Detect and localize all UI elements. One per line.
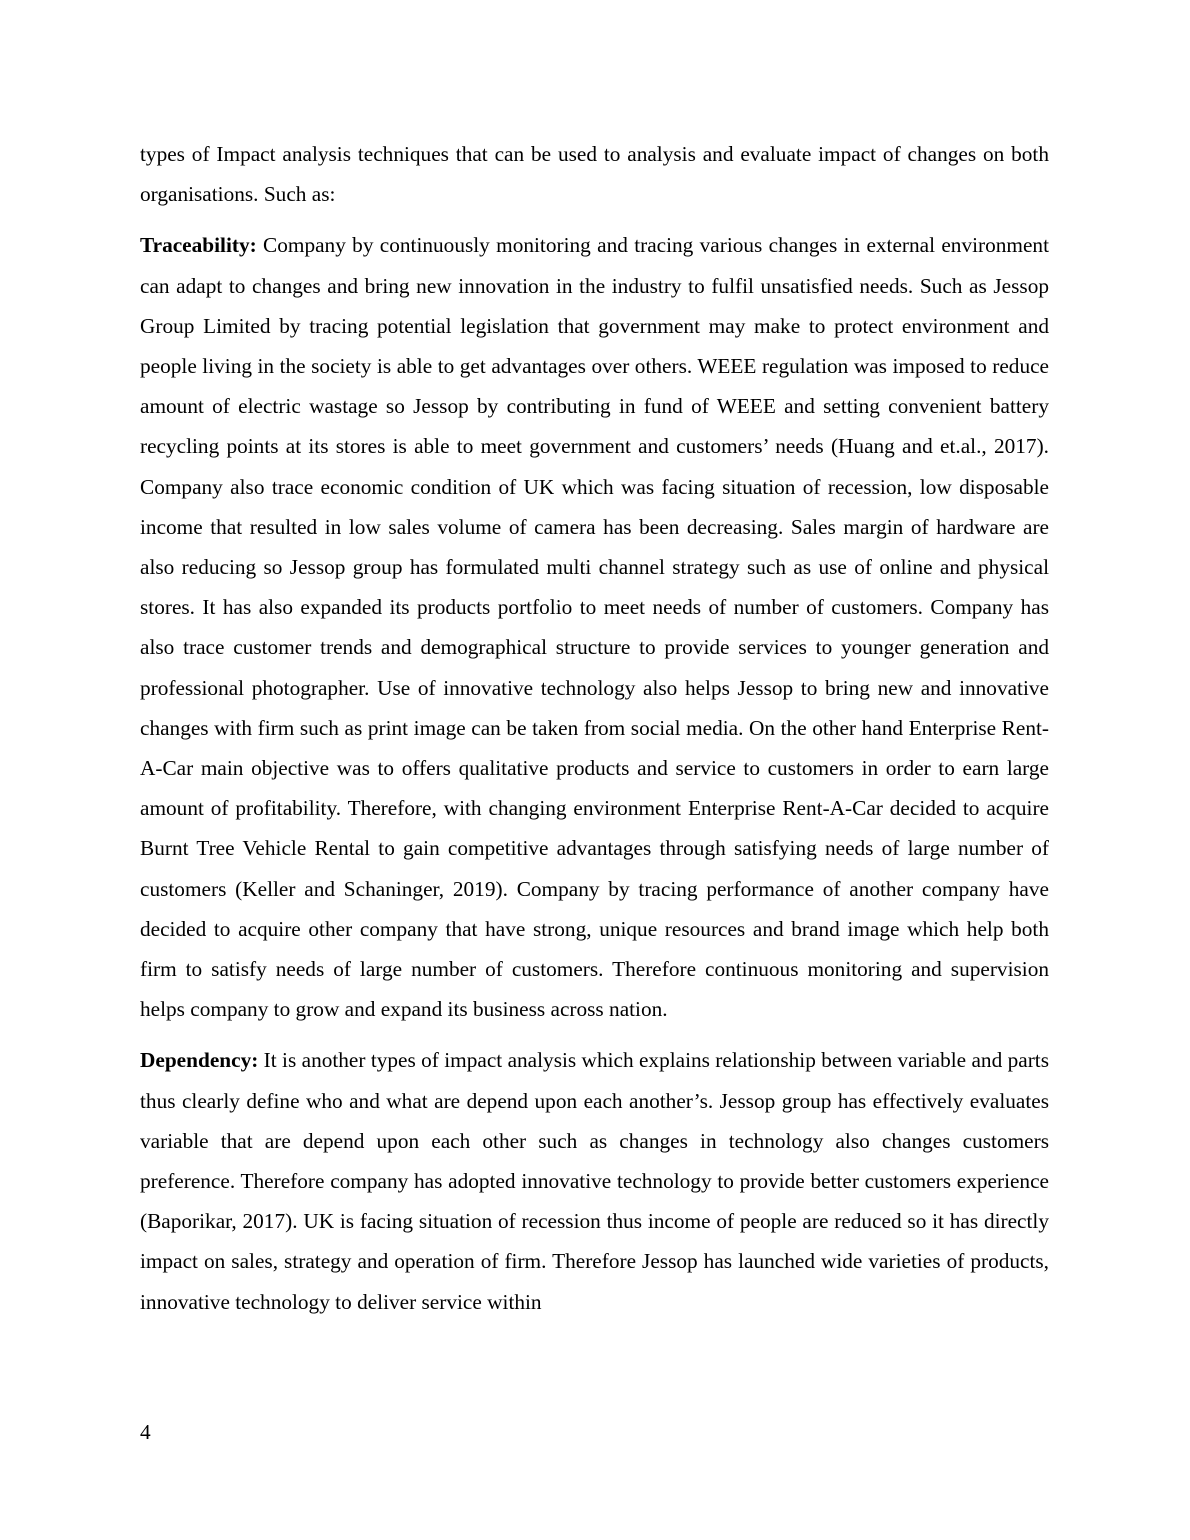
traceability-text: Company by continuously monitoring and tracing various changes in external environment can adapt to changes and bring new innovation in the industry to fulfil unsatisfied needs. Such as Jessop Group Limited by tracing potential legislation that government may make to protect environment and people living in the society is able to get advantages over others. WEEE regulation was imposed to reduce amount of electric wastage so Jessop by contributing in fund of WEEE and setting convenient battery recycling points at its stores is able to meet government and customers’ needs (Huang and et.al., 2017). Company also trace economic condition of UK which was facing situation of recession, low disposable income that resulted in low sales volume of camera has been decreasing. Sales margin of hardware are also reducing so Jessop group has formulated multi channel strategy such as use of online and physical stores. It has also expanded its products portfolio to meet needs of number of customers. Company has also trace customer trends and demographical structure to provide services to younger generation and professional photographer. Use of innovative technology also helps Jessop to bring new and innovative changes with firm such as print image can be taken from social media. On the other hand Enterprise Rent-A-Car main objective was to offers qualitative products and service to customers in order to earn large amount of profitability. Therefore, with changing environment Enterprise Rent-A-Car decided to acquire Burnt Tree Vehicle Rental to gain competitive advantages through satisfying needs of large number of customers (Keller and Schaninger, 2019). Company by tracing performance of another company have decided to acquire other company that have strong, unique resources and brand image which help both firm to satisfy needs of large number of customers. Therefore continuous monitoring and supervision helps company to grow and expand its business across nation. [140,233,1049,1022]
document-body [140,134,1049,1333]
dependency-text: It is another types of impact analysis which explains relationship between variable and parts thus clearly define who and what are depend upon each another’s. Jessop group has effectively evaluates variable that are depend upon each other such as changes in technology also changes customers preference. Therefore company has adopted innovative technology to provide better customers experience (Baporikar, 2017). UK is facing situation of recession thus income of people are reduced so it has directly impact on sales, strategy and operation of firm. Therefore Jessop has launched wide varieties of products, innovative technology to deliver service within [140,1048,1049,1314]
paragraph-intro [140,134,1049,214]
dependency-heading: Dependency: [140,1048,259,1073]
paragraph-intro-text: types of Impact analysis techniques that can be used to analysis and evaluate impact of changes on both organisations. Such as: [140,142,1049,207]
paragraph-traceability [140,225,1049,1029]
page-number: 4 [140,1420,151,1444]
traceability-heading: Traceability: [140,233,257,258]
paragraph-dependency [140,1040,1049,1321]
